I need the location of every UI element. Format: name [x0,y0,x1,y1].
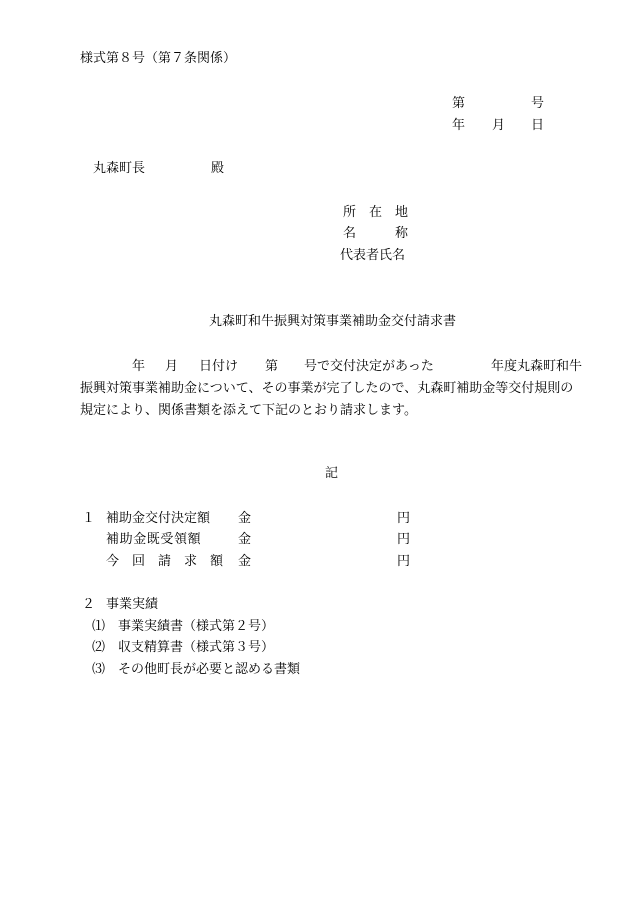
amount-row-kin: 金 [238,511,252,526]
doc-number-prefix: 第 [452,96,466,111]
body-line-3: 規定により、関係書類を添えて下記のとおり請求します。 [80,403,417,418]
body-day-label: 日付け [199,359,239,374]
body-decision-text: 号で交付決定があった [304,359,434,374]
body-line-2: 振興対策事業補助金について、その事業が完了したので、丸森町補助金等交付規則の [80,381,574,396]
applicant-address-label: 所 在 地 [343,205,409,220]
document-title: 丸森町和牛振興対策事業補助金交付請求書 [208,314,456,329]
amount-row-label: 補助金既受領額 [106,532,202,547]
amount-row-en: 円 [397,532,411,547]
date-day: 日 [531,118,545,133]
attachment-number: ⑴ [92,619,106,634]
attachment-item: 事業実績書（様式第２号） [118,619,275,634]
form-number: 様式第８号（第７条関係） [80,51,237,66]
addressee-name: 丸森町長 [93,161,146,176]
amount-row-label: 補助金交付決定額 [106,511,211,526]
section2-title: 事業実績 [106,597,159,612]
amount-row-kin: 金 [238,554,252,569]
date-year: 年 [452,118,466,133]
body-fiscal-text: 年度丸森町和牛 [491,359,583,374]
addressee-honorific: 殿 [211,161,225,176]
ki-heading: 記 [325,466,339,481]
attachment-number: ⑶ [92,662,106,677]
amount-row-kin: 金 [238,532,252,547]
doc-number-suffix: 号 [531,96,545,111]
attachment-number: ⑵ [92,640,106,655]
amount-row-en: 円 [397,554,411,569]
body-year-label: 年 [132,359,146,374]
applicant-name-label: 名 称 [343,226,409,241]
body-month-label: 月 [165,359,179,374]
date-month: 月 [492,118,506,133]
body-dai-label: 第 [265,359,279,374]
attachment-item: 収支精算書（様式第３号） [118,640,275,655]
section2-number: ２ [82,597,96,612]
amount-row-en: 円 [397,511,411,526]
section1-number: １ [82,511,96,526]
applicant-representative-label: 代表者氏名 [340,248,406,263]
amount-row-label: 今 回 請 求 額 [106,554,224,569]
attachment-item: その他町長が必要と認める書類 [118,662,301,677]
